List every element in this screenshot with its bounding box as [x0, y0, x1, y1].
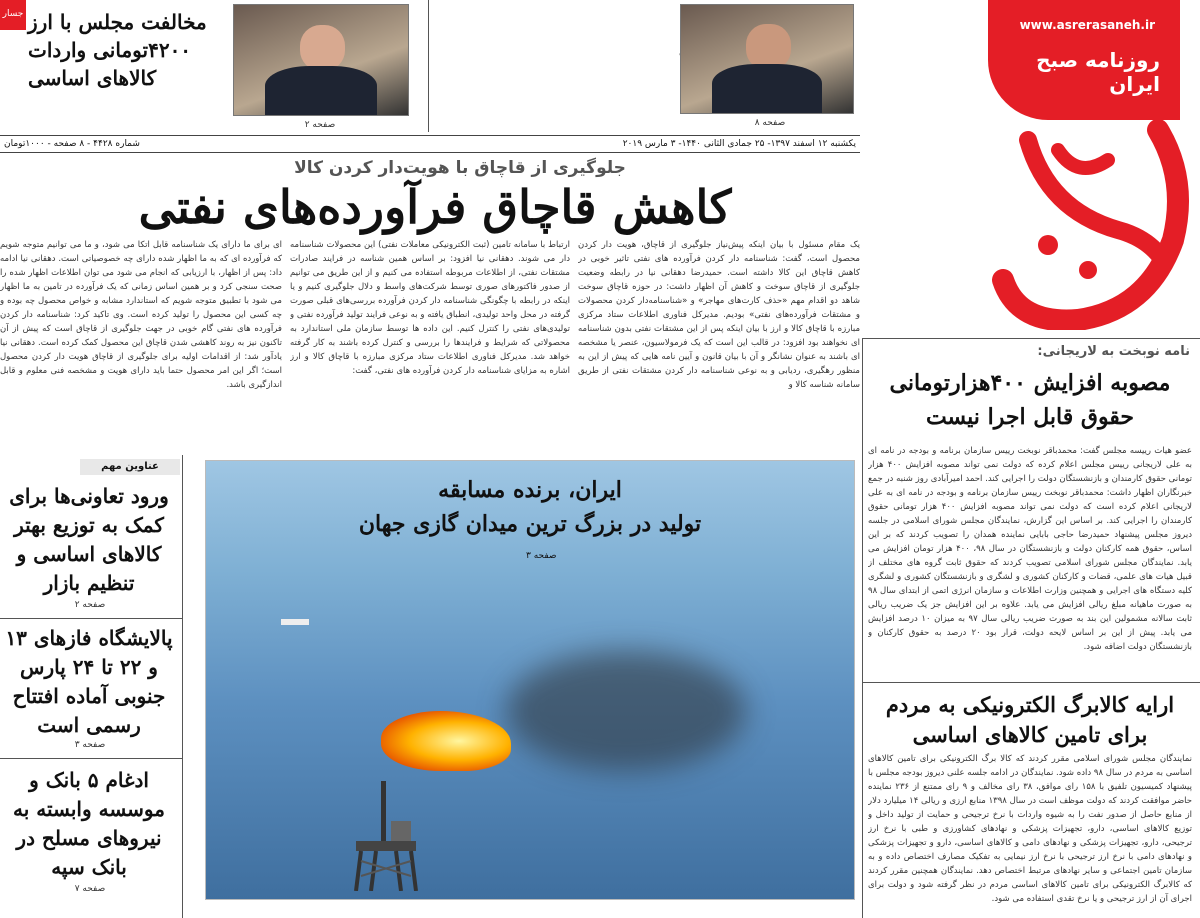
main-column-3: ای برای ما دارای یک شناسنامه قابل اتکا می شود، و ما می توانیم متوجه شویم که فرآورده ای که به ما اظهار شده دارای چه خصوصیاتی است. دهقانی نیا ادامه داد: پس از اظهار، با ارزیابی که انجام می شود می توان اطلاعات اظهار شده را صحت سنجی کرد و بر همین اساس زمانی که یک فرآورده در تامین به ما اظهار می شود با تطبیق متوجه شویم که استاندارد مشابه و خواص محصول چه بوده و چه کسی این محصول را تولید کرده است. وی تاکید کرد: شناسنامه دار کردن فرآورده های نفتی گام خوبی در جهت جلوگیری از قاچاق است که پیش از آن تاکنون نیز به روند کاهشی شدن قاچاق این محصول کمک کرده است. دهقانی نیا یادآور شد: از اقدامات اولیه برای جلوگیری از قاچاق هویت دار کردن محصول است؛ اگر این امر محصول حتما باید دارای هویت و مشخصه فنی معلوم و قابل اندازگیری باشد. — [0, 240, 282, 390]
teaser-page-ref: صفحه ۸ — [754, 118, 786, 128]
date-text: یکشنبه ۱۲ اسفند ۱۳۹۷- ۲۵ جمادی الثانی ۱۴۴۰- ۳ مارس ۲۰۱۹ — [622, 139, 856, 149]
teaser-photo-official — [680, 4, 854, 114]
website-url: www.asrerasaneh.ir — [1019, 18, 1155, 32]
left-item-page-ref: صفحه ۲ — [74, 600, 106, 610]
left-item-refinery[interactable]: پالایشگاه فازهای ۱۳ و ۲۲ تا ۲۴ پارس جنوبی آماده افتتاح رسمی است — [5, 626, 173, 737]
gas-field-photo[interactable] — [205, 460, 855, 900]
left-item-page-ref: صفحه ۷ — [74, 884, 106, 894]
dateline-bar — [0, 135, 860, 153]
main-headline[interactable]: کاهش قاچاق فرآورده‌های نفتی — [138, 180, 732, 234]
main-column-2: ارتباط با سامانه تامین (ثبت الکترونیکی معاملات نفتی) این محصولات شناسنامه دار می شوند. دهقانی نیا افزود: بر اساس همین شناسه در فرایند صادرات مشتقات نفتی، از اطلاعات مربوطه استفاده می کنیم و از این طریق می توانیم از صدور فاکتورهای صوری توسط شرکت‌های واسط و دلال جلوگیری کنیم و یا اینکه در رابطه با چگونگی شناسنامه دار کردن فرآورده بررسی‌های قبلی صورت گرفته در محل واحد تولیدی، انطباق یافته و به نوعی فرایند تولید فرآورده نفتی و تولیدی‌های نفتی را کنترل کنیم. این داده ها توسط سازمان ملی استاندارد به محصولاتی که شرایط و فرایندها را بررسی و کنترل کرده باشند به کار گرفته خواهد شد. مدیرکل فناوری اطلاعات ستاد مرکزی مبارزه با قاچاق کالا و ارز اشاره به مزایای شناسنامه دار کردن فرآورده های نفتی، گفت: — [290, 240, 570, 376]
story1-kicker: نامه نوبخت به لاریجانی: — [1037, 344, 1190, 359]
story1-headline[interactable]: مصوبه افزایش ۴۰۰هزارتومانی حقوق قابل اجرا نیست — [889, 370, 1171, 430]
newspaper-slogan: روزنامه صبح ایران — [1036, 48, 1160, 96]
left-item-bank-merger[interactable]: ادغام ۵ بانک و موسسه وابسته به نیروهای مسلح در بانک سپه — [13, 768, 165, 879]
smoke-cloud — [506, 651, 746, 771]
ship-shape — [281, 619, 309, 625]
gas-flare-icon — [381, 711, 511, 771]
photo-headline-line2: تولید در بزرگ ترین میدان گازی جهان — [358, 511, 702, 537]
teaser-title-parliament[interactable]: مخالفت مجلس با ارز ۴۲۰۰تومانی واردات کالاهای اساسی — [28, 10, 207, 90]
left-item-page-ref: صفحه ۳ — [74, 740, 106, 750]
photo-headline-line1: ایران، برنده مسابقه — [438, 477, 622, 503]
photo-page-ref: صفحه ۳ — [526, 551, 557, 561]
corner-tab: جسار — [0, 0, 26, 30]
main-kicker: جلوگیری از قاچاق با هویت‌دار کردن کالا — [294, 158, 626, 178]
issue-text: شماره ۴۴۲۸ - ۸ صفحه - ۱۰۰۰تومان — [4, 139, 140, 149]
left-item-cooperatives[interactable]: ورود تعاونی‌ها برای کمک به توزیع بهتر کالاهای اساسی و تنظیم بازار — [9, 484, 169, 595]
story1-body: عضو هیات رییسه مجلس گفت: محمدباقر نوبخت رییس سازمان برنامه و بودجه در نامه ای به علی لاریجانی رییس مجلس اعلام کرده که دولت نمی تواند مصوبه افزایش ۴۰۰ هزار تومانی حقوق کارمندان و بازنشستگان دولت را اجرایی کند. احمد امیرآبادی روز شنبه در جمع خبرنگاران اظهار داشت: محمدباقر نوبخت رییس سازمان برنامه و بودجه در نامه ای به علی لاریجانی اعلام کرده است که دولت نمی تواند مصوبه افزایش ۴۰۰ هزار تومانی حقوق کارمندان را اجرایی کند. بر اساس این گزارش، نمایندگان مجلس شورای اسلامی در جلسه دیروز مجلس پیشنهاد حمیدرضا حاجی بابایی نماینده همدان را تصویب کردند که بر این اساس، حقوق همه کارکنان دولت و بازنشستگان در سال ۹۸، ۴۰۰ هزار تومان افزایش می یابد. نمایندگان مجلس شورای اسلامی تصویب کردند که حقوق ثابت گروه های مختلف از قبیل هیات های علمی، قضات و کارکنان کشوری و لشگری و بازنشستگان کشوری و لشگری کلیه دستگاه های اجرایی و همچنین وزارت اطلاعات و سازمان انرژی اتمی از ابتدای سال ۹۸ به صورت ماهیانه مبلغ ریالی افزایش می یابد. علاوه بر این افزایش جز یک ضریب ریالی ثابت سالانه مشمولین این بند به صورت ضریب ریالی سال ۹۷ به میزان ۱۰ درصد افزایش می یابد. پیش از این بر اساس لایحه دولت، قرار بود ۲۰ درصد به حقوق کارکنان و بازنشستگان دولت اضافه شود. — [868, 446, 1192, 652]
logo-calligraphy-icon — [988, 120, 1200, 330]
story2-body: نمایندگان مجلس شورای اسلامی مقرر کردند که کالا برگ الکترونیکی برای تامین کالاهای اساسی به مردم در سال ۹۸ داده شود. نمایندگان در ادامه جلسه علنی دیروز بودجه مجلس با پیشنهاد کمیسیون تلفیق با ۱۵۸ رای موافق، ۳۸ رای مخالف و ۹ رای ممتنع از ۲۳۶ نماینده حاضر موافقت کردند که دولت موظف است در سال ۱۳۹۸ منابع ارزی و ریالی ۱۴ میلیارد دلار از منابع حاصل از صدور نفت را به شیوه واردات با نرخ ترجیحی و حمایت از تولید داخل و توزیع کالاهای اساسی، دارو، تجهیزات پزشکی و نهادهای کشاورزی و طبی با نرخ ارز ترجیحی، دارو، تجهیزات پزشکی و نهادهای دامی و کالاهای اساسی، دارو و تجهیزات پزشکی و نهادهای دامی با نرخ ارز ترجیحی با نرخ ارز نیمایی به تفکیک مصارف اختصاص داده و به سازمان تامین اجتماعی و سایر نهادهای مرتبط اختصاص دهد. نمایندگان همچنین مقرر کردند که کالابرگ الکترونیکی برای تامین کالاهای اساسی مردم در نظر گرفته شود و دولت برای اجرای آن از ارز ترجیحی و یا نرخ تقدی استفاده می شود. — [868, 754, 1192, 904]
gas-platform-icon — [336, 781, 446, 891]
section-label: عناوین مهم — [80, 459, 180, 475]
newspaper-logo — [988, 0, 1200, 340]
teaser-page-ref: صفحه ۲ — [304, 120, 336, 130]
main-column-1: یک مقام مسئول با بیان اینکه پیش‌نیاز جلوگیری از قاچاق، هویت دار کردن محصول است، گفت: شناسنامه دار کردن فرآورده های نفتی تاثیر خوبی در کاهش قاچاق این کالا داشته است. حمیدرضا دهقانی نیا در رابطه وضعیت جلوگیری از قاچاق سوخت و کاهش آن اظهار داشت: در حوزه قاچاق سوخت شاهد دو اقدام مهم «حذف کارت‌های مهاجر» و «شناسنامه‌دار کردن محصولات و مشتقات فرآورده‌های نفتی» بودیم. مدیرکل فناوری اطلاعات ستاد مرکزی مبارزه با قاچاق کالا و ارز با بیان اینکه پس از این مشتقات نفتی بدون شناسنامه ای نخواهند بود افزود: در قالب این است که یک فرمولاسیون، عنصر یا مشخصه ای باشند به عنوان نشانگر و آن با بیان قانون و آیین نامه هایی که پیش از این به منظور رهگیری، ردیابی و به نوعی شناسنامه دار کردن مشتقات نفتی از طریق سامانه شناسه کالا و — [578, 240, 860, 390]
teaser-photo-mp — [233, 4, 409, 116]
story2-headline[interactable]: ارایه کالابرگ الکترونیکی به مردم برای تامین کالاهای اساسی — [885, 692, 1175, 747]
photo-headline — [206, 473, 854, 541]
